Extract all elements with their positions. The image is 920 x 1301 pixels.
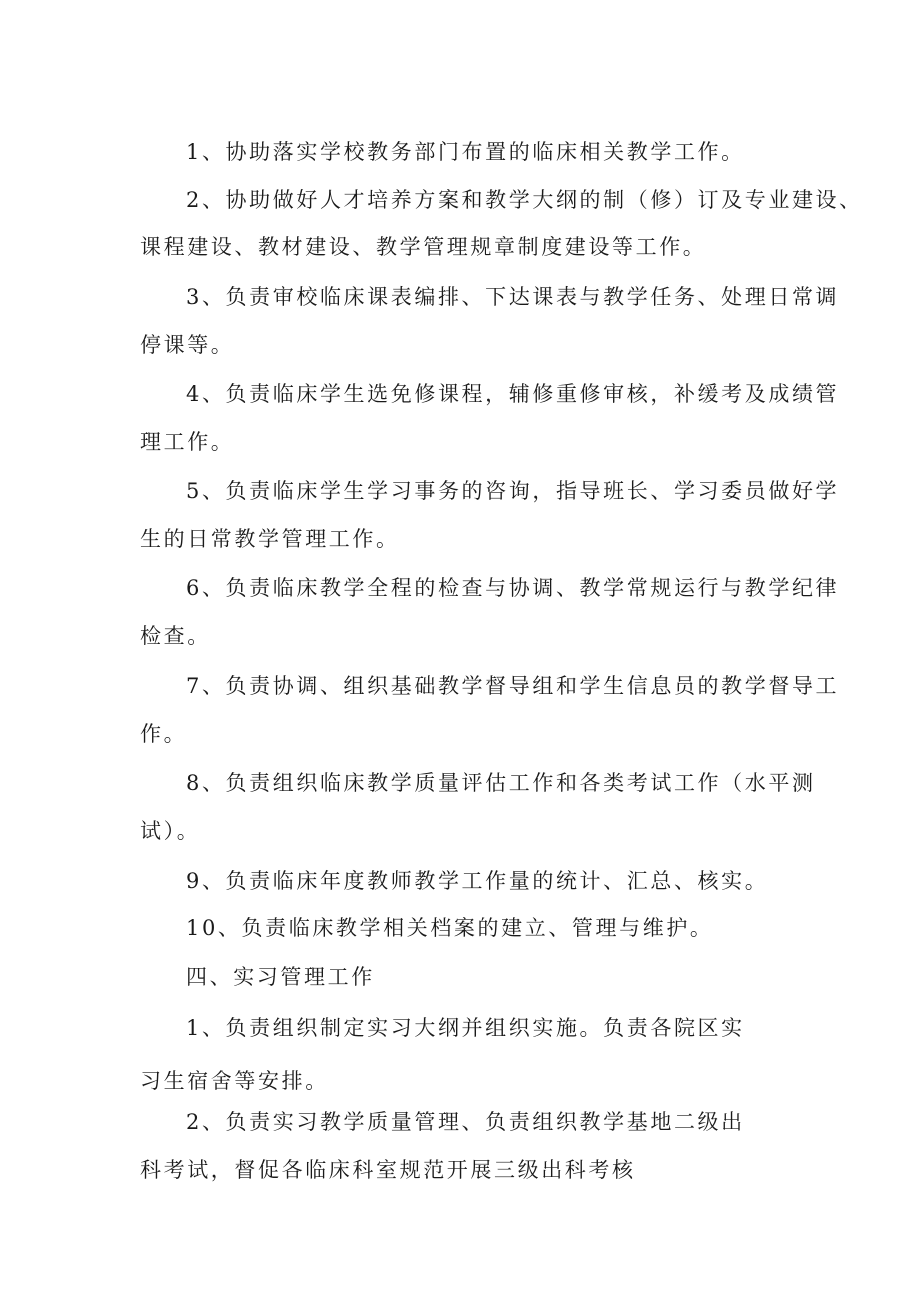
paragraph-line: 6、负责临床教学全程的检查与协调、教学常规运行与教学纪律 <box>186 576 840 600</box>
paragraph-line: 1、负责组织制定实习大纲并组织实施。负责各院区实 <box>186 1016 745 1040</box>
paragraph-line: 1、协助落实学校教务部门布置的临床相关教学工作。 <box>186 140 745 164</box>
paragraph-line: 课程建设、教材建设、教学管理规章制度建设等工作。 <box>140 235 707 259</box>
paragraph-line: 检查。 <box>140 624 211 648</box>
paragraph-line: 2、协助做好人才培养方案和教学大纲的制（修）订及专业建设、 <box>186 188 863 212</box>
section-heading: 四、实习管理工作 <box>186 965 375 989</box>
paragraph-line: 习生宿舍等安排。 <box>140 1069 329 1093</box>
paragraph-line: 试）。 <box>140 819 201 843</box>
paragraph-line: 生的日常教学管理工作。 <box>140 527 400 551</box>
paragraph-line: 科考试，督促各临床科室规范开展三级出科考核 <box>140 1158 636 1182</box>
paragraph-line: 9、负责临床年度教师教学工作量的统计、汇总、核实。 <box>186 869 769 893</box>
paragraph-line: 10、负责临床教学相关档案的建立、管理与维护。 <box>186 916 714 940</box>
paragraph-line: 2、负责实习教学质量管理、负责组织教学基地二级出 <box>186 1110 745 1134</box>
paragraph-line: 8、负责组织临床教学质量评估工作和各类考试工作（水平测 <box>186 771 816 795</box>
paragraph-line: 作。 <box>140 722 188 746</box>
paragraph-line: 理工作。 <box>140 430 235 454</box>
paragraph-line: 7、负责协调、组织基础教学督导组和学生信息员的教学督导工 <box>186 674 840 698</box>
paragraph-line: 4、负责临床学生选免修课程，辅修重修审核，补缓考及成绩管 <box>186 382 840 406</box>
paragraph-line: 5、负责临床学生学习事务的咨询，指导班长、学习委员做好学 <box>186 479 840 503</box>
paragraph-line: 停课等。 <box>140 333 235 357</box>
paragraph-line: 3、负责审校临床课表编排、下达课表与教学任务、处理日常调 <box>186 285 840 309</box>
